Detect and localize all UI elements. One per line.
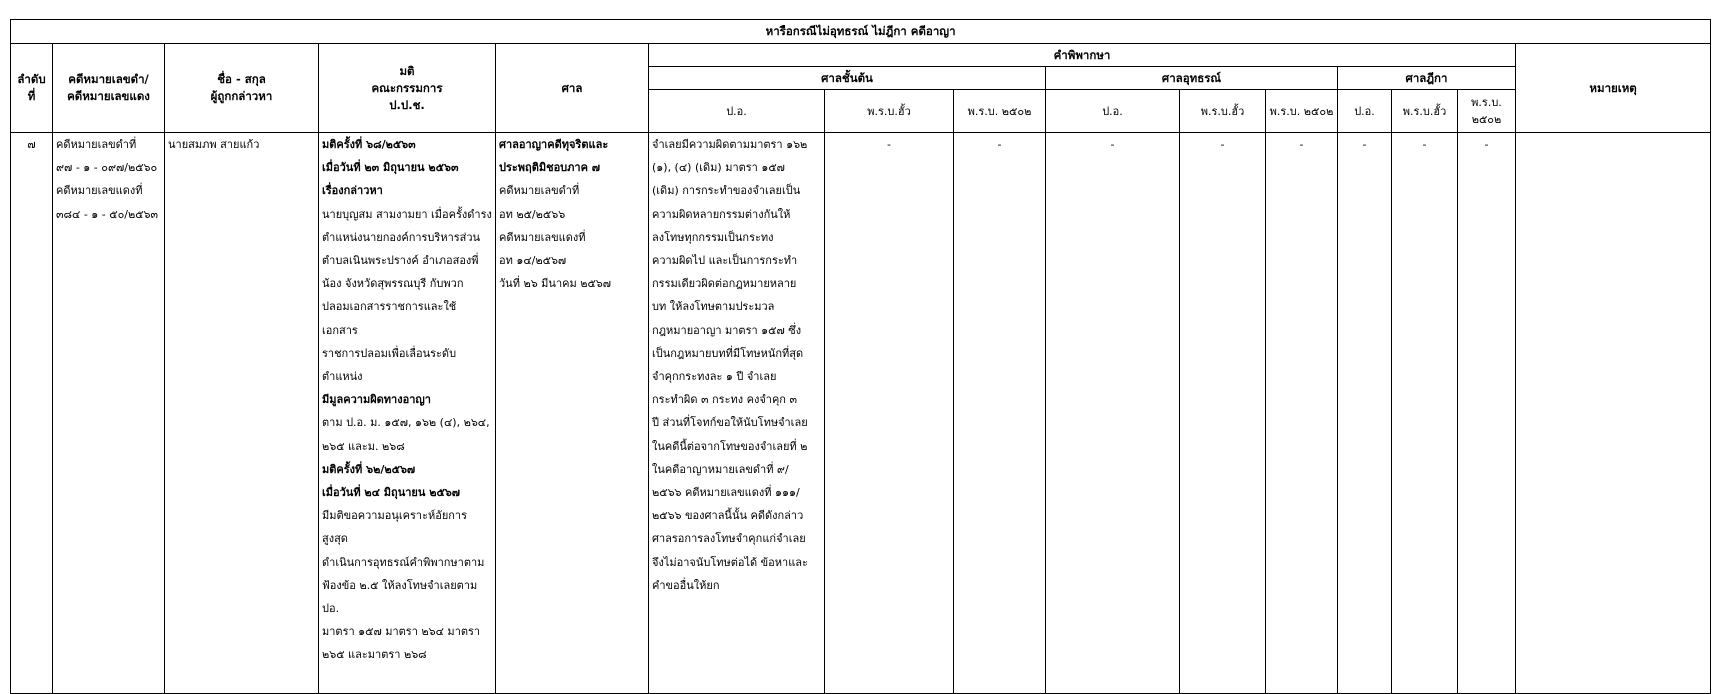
header-court-supreme: ศาลฎีกา	[1338, 67, 1516, 90]
header-court-appeal: ศาลอุทธรณ์	[1046, 67, 1338, 90]
cell-court: ศาลอาญาคดีทุจริตและ ประพฤติมิชอบภาค ๗ คดีหมายเลขดำที่ อท ๒๕/๒๕๖๖ คดีหมายเลขแดงที่ อท ๑๔/๒๕๖๗ วันที่ ๒๖ มีนาคม ๒๕๖๗	[496, 133, 649, 694]
header-accused-name: ชื่อ - สกุล ผู้ถูกกล่าวหา	[165, 44, 319, 133]
header-appeal-pao: ป.อ.	[1046, 90, 1180, 133]
header-court: ศาล	[496, 44, 649, 133]
header-first-prb-old: พ.ร.บ.ฮั้ว	[825, 90, 954, 133]
header-case-number: คดีหมายเลขดำ/ คดีหมายเลขแดง	[53, 44, 165, 133]
header-supreme-pao: ป.อ.	[1338, 90, 1392, 133]
table-title: หารือกรณีไม่อุทธรณ์ ไม่ฎีกา คดีอาญา	[11, 20, 1711, 44]
header-appeal-prb-old: พ.ร.บ.ฮั้ว	[1180, 90, 1266, 133]
header-nacc-resolution: มติ คณะกรรมการ ป.ป.ช.	[319, 44, 496, 133]
header-remark: หมายเหตุ	[1516, 44, 1711, 133]
judgment-table-sheet	[10, 19, 1710, 692]
header-judgment: คำพิพากษา	[649, 44, 1516, 67]
cell-appeal-prb-old: -	[1180, 133, 1266, 694]
header-supreme-prb-2502: พ.ร.บ. ๒๕๐๒	[1458, 90, 1516, 133]
cell-appeal-prb-2502: -	[1266, 133, 1338, 694]
cell-supreme-pao: -	[1338, 133, 1392, 694]
header-supreme-prb-old: พ.ร.บ.ฮั้ว	[1392, 90, 1458, 133]
cell-accused-name: นายสมภพ สายแก้ว	[165, 133, 319, 694]
cell-supreme-prb-old: -	[1392, 133, 1458, 694]
cell-first-prb-old: -	[825, 133, 954, 694]
cell-remark	[1516, 133, 1711, 694]
cell-appeal-pao: -	[1046, 133, 1180, 694]
header-court-first-instance: ศาลชั้นต้น	[649, 67, 1046, 90]
judgment-table	[10, 19, 1711, 694]
header-first-pao: ป.อ.	[649, 90, 825, 133]
cell-supreme-prb-2502: -	[1458, 133, 1516, 694]
cell-first-instance-pao: จำเลยมีความผิดตามมาตรา ๑๖๒ (๑), (๔) (เดิม) มาตรา ๑๕๗ (เดิม) การกระทำของจำเลยเป็น ความผิดหลายกรรมต่างกันให้ ลงโทษทุกกรรมเป็นกระทง ความผิดไป และเป็นการกระทำ กรรมเดียวผิดต่อกฎหมายหลาย บท ให้ลงโทษตามประมวล กฎหมายอาญา มาตรา ๑๕๗ ซึ่ง เป็นกฎหมายบทที่มีโทษหนักที่สุด จำคุกกระทงละ ๑ ปี จำเลย กระทำผิด ๓ กระทง คงจำคุก ๓ ปี ส่วนที่โจทก์ขอให้นับโทษจำเลย ในคดีนี้ต่อจากโทษของจำเลยที่ ๒ ในคดีอาญาหมายเลขดำที่ ๙/ ๒๕๖๖ คดีหมายเลขแดงที่ ๑๑๑/ ๒๕๖๖ ของศาลนี้นั้น คดีดังกล่าว ศาลรอการลงโทษจำคุกแก่จำเลย จึงไม่อาจนับโทษต่อได้ ข้อหาและ คำขออื่นให้ยก	[649, 133, 825, 694]
header-first-prb-2502: พ.ร.บ. ๒๕๐๒	[954, 90, 1046, 133]
header-appeal-prb-2502: พ.ร.บ. ๒๕๐๒	[1266, 90, 1338, 133]
cell-case-number: คดีหมายเลขดำที่ ๙๗ - ๑ - ๐๙๗/๒๕๖๐ คดีหมายเลขแดงที่ ๓๘๔ - ๑ - ๕๐/๒๕๖๓	[53, 133, 165, 694]
cell-first-prb-2502: -	[954, 133, 1046, 694]
cell-order: ๗	[11, 133, 53, 694]
header-order: ลำดับ ที่	[11, 44, 53, 133]
cell-nacc-resolution: มติครั้งที่ ๖๘/๒๕๖๓ เมื่อวันที่ ๒๓ มิถุนายน ๒๕๖๓ เรื่องกล่าวหา นายบุญสม สามงามยา เมื่อครั้งดำรง ตำแหน่งนายกองค์การบริหารส่วน ตำบลเนินพระปรางค์ อำเภอสองพี่ น้อง จังหวัดสุพรรณบุรี กับพวก ปลอมเอกสารราชการและใช้เอกสาร ราชการปลอมเพื่อเลื่อนระดับตำแหน่ง มีมูลความผิดทางอาญา ตาม ป.อ. ม. ๑๕๗, ๑๖๒ (๔), ๒๖๔, ๒๖๕ และม. ๒๖๘ มติครั้งที่ ๖๒/๒๕๖๗ เมื่อวันที่ ๒๔ มิถุนายน ๒๕๖๗ มีมติขอความอนุเคราะห์อัยการสูงสุด ดำเนินการอุทธรณ์คำพิพากษาตาม ฟ้องข้อ ๒.๕ ให้ลงโทษจำเลยตามปอ. มาตรา ๑๕๗ มาตรา ๒๖๔ มาตรา ๒๖๕ และมาตรา ๒๖๘	[319, 133, 496, 694]
table-row	[11, 133, 1711, 694]
